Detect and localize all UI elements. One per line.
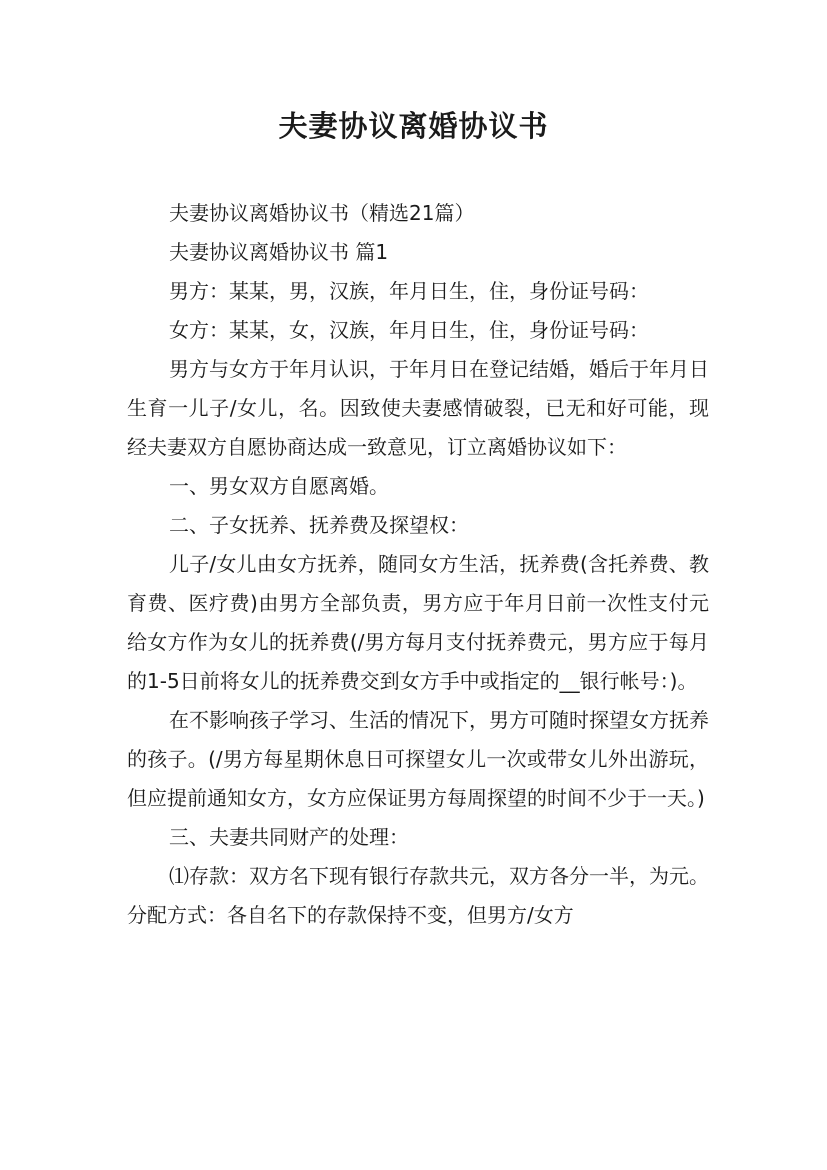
paragraph-savings: ⑴存款：双方名下现有银行存款共元，双方各分一半，为元。分配方式：各自名下的存款保持不变，但男方/女方 [127,864,709,927]
paragraph-visitation: 在不影响孩子学习、生活的情况下，男方可随时探望女方抚养的孩子。(/男方每星期休息日可探望女儿一次或带女儿外出游玩，但应提前通知女方，女方应保证男方每周探望的时间不少于一天。) [127,708,709,810]
paragraph-background: 男方与女方于年月认识，于年月日在登记结婚，婚后于年月日生育一儿子/女儿，名。因致使夫妻感情破裂，已无和好可能，现经夫妻双方自愿协商达成一致意见，订立离婚协议如下： [127,357,709,459]
paragraph-clause-1: 一、男女双方自愿离婚。 [169,474,389,498]
paragraph-clause-2-heading: 二、子女抚养、抚养费及探望权： [169,513,469,537]
paragraph-female-party: 女方：某某，女，汉族，年月日生，住，身份证号码： [169,318,649,342]
paragraph-male-party: 男方：某某，男，汉族，年月日生，住，身份证号码： [169,279,649,303]
paragraph-clause-3-heading: 三、夫妻共同财产的处理： [169,825,409,849]
paragraph-subtitle: 夫妻协议离婚协议书（精选21篇） [169,201,475,225]
document-title: 夫妻协议离婚协议书 [278,109,549,143]
paragraph-section-heading: 夫妻协议离婚协议书 篇1 [169,240,389,264]
document-body [127,194,709,935]
paragraph-custody: 儿子/女儿由女方抚养，随同女方生活，抚养费(含托养费、教育费、医疗费)由男方全部负责，男方应于年月日前一次性支付元给女方作为女儿的抚养费(/男方每月支付抚养费元，男方应于每月的1-5日前将女儿的抚养费交到女方手中或指定的__银行帐号：)。 [127,552,709,693]
